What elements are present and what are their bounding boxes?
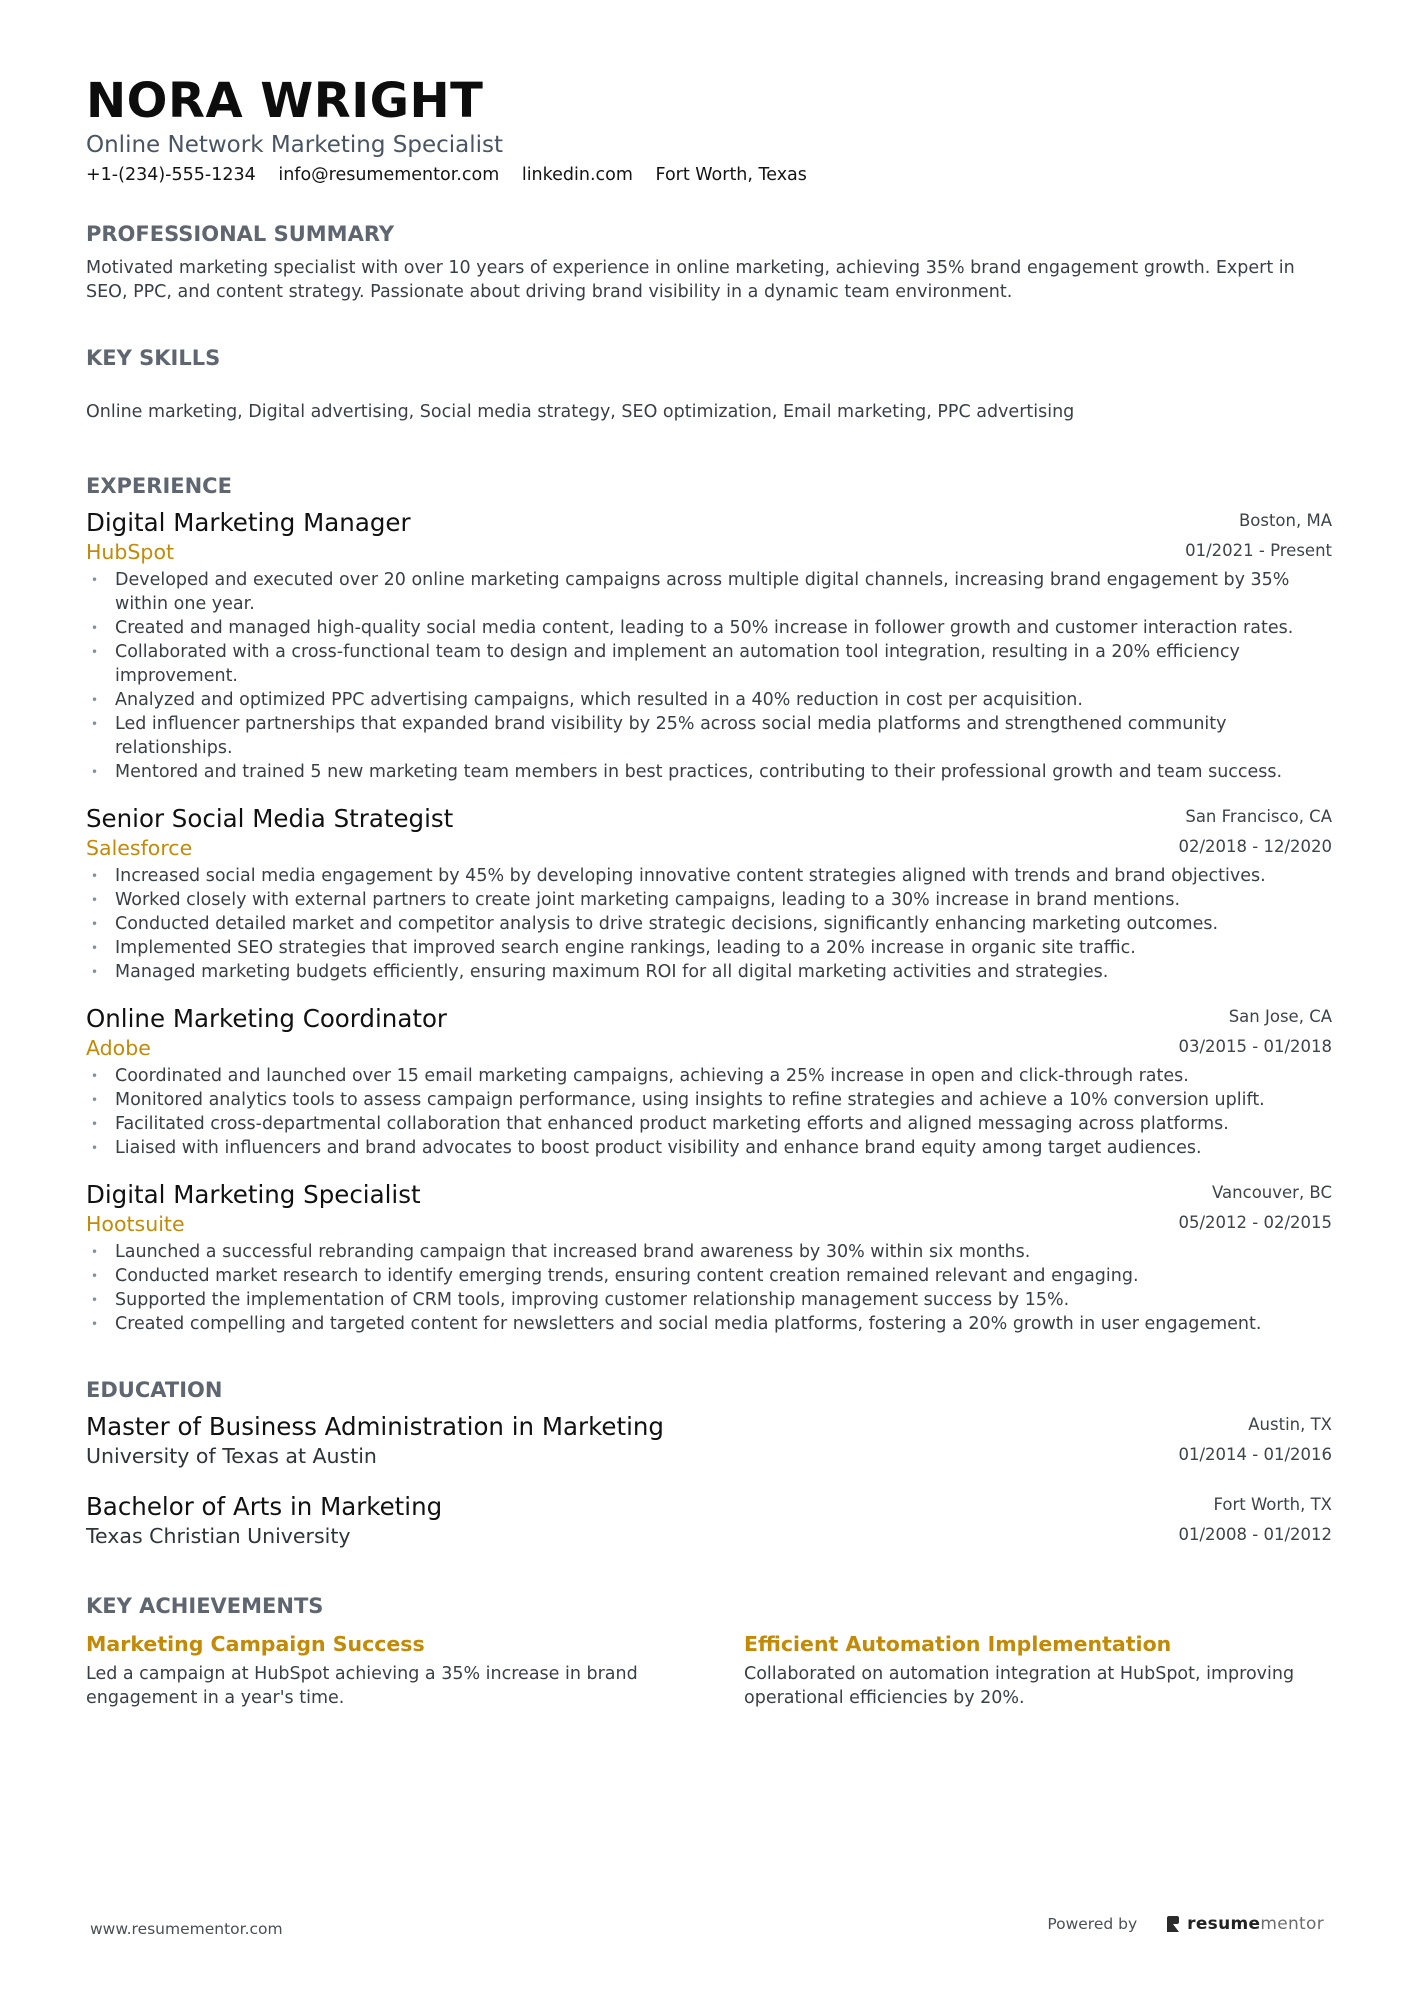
resumementor-logo-icon	[1165, 1914, 1181, 1934]
bullet-item: • Liaised with influencers and brand advocates to boost product visibility and enhance brand equity among target audiences.	[86, 1136, 1332, 1160]
school-location: Austin, TX	[1248, 1415, 1332, 1434]
job-title: Online Marketing Coordinator	[86, 1004, 448, 1033]
summary-text: Motivated marketing specialist with over 10 years of experience in online marketing, achieving 35% brand engagement growth. Expert in SEO, PPC, and content strategy. Passionate about driving brand visibility in a dynamic team environment.	[86, 258, 1295, 302]
degree-title: Bachelor of Arts in Marketing	[86, 1492, 443, 1521]
brand-name-rest: mentor	[1260, 1914, 1324, 1934]
job-location: San Jose, CA	[1228, 1007, 1332, 1026]
degree-title: Master of Business Administration in Marketing	[86, 1412, 664, 1441]
job-bullets	[86, 568, 1332, 784]
job-dates: 02/2018 - 12/2020	[1178, 837, 1332, 856]
footer-powered	[1047, 1914, 1324, 1934]
school-name: Texas Christian University	[86, 1524, 351, 1548]
job-dates: 01/2021 - Present	[1185, 541, 1332, 560]
candidate-name: NORA WRIGHT	[86, 73, 484, 129]
brand-name-bold: resume	[1187, 1914, 1261, 1934]
achievement-text: Led a campaign at HubSpot achieving a 35% increase in brand engagement in a year's time.	[86, 1664, 638, 1708]
education-entry	[86, 1412, 1332, 1472]
bullet-item: • Mentored and trained 5 new marketing team members in best practices, contributing to their professional growth and team success.	[86, 760, 1332, 784]
job-entry	[86, 1004, 1332, 1160]
summary-section	[86, 220, 1332, 304]
education-section	[86, 1376, 1332, 1552]
footer-website[interactable]: www.resumementor.com	[90, 1920, 283, 1938]
bullet-item: • Coordinated and launched over 15 email marketing campaigns, achieving a 25% increase in open and click-through rates.	[86, 1064, 1332, 1088]
brand-logo[interactable]	[1165, 1914, 1324, 1934]
bullet-item: • Led influencer partnerships that expanded brand visibility by 25% across social media platforms and strengthened community relationships.	[86, 712, 1332, 760]
achievement-text: Collaborated on automation integration at HubSpot, improving operational efficiencies by 20%.	[744, 1664, 1295, 1708]
bullet-item: • Supported the implementation of CRM tools, improving customer relationship management success by 15%.	[86, 1288, 1332, 1312]
job-bullets	[86, 1064, 1332, 1160]
bullet-item: • Facilitated cross-departmental collaboration that enhanced product marketing efforts and aligned messaging across platforms.	[86, 1112, 1332, 1136]
job-location: Boston, MA	[1238, 511, 1332, 530]
job-title: Digital Marketing Specialist	[86, 1180, 421, 1209]
job-company: Salesforce	[86, 836, 193, 860]
contact-linkedin[interactable]: linkedin.com	[521, 165, 633, 185]
achievement-title: Efficient Automation Implementation	[744, 1632, 1172, 1656]
job-title: Senior Social Media Strategist	[86, 804, 454, 833]
resume-page	[86, 72, 1332, 1710]
summary-heading: PROFESSIONAL SUMMARY	[86, 222, 395, 246]
bullet-item: • Analyzed and optimized PPC advertising campaigns, which resulted in a 40% reduction in cost per acquisition.	[86, 688, 1332, 712]
bullet-item: • Increased social media engagement by 45% by developing innovative content strategies aligned with trends and brand objectives.	[86, 864, 1332, 888]
bullet-item: • Conducted detailed market and competitor analysis to drive strategic decisions, significantly enhancing marketing outcomes.	[86, 912, 1332, 936]
achievement-item	[86, 1630, 674, 1710]
bullet-item: • Collaborated with a cross-functional team to design and implement an automation tool integration, resulting in a 20% efficiency improvement.	[86, 640, 1332, 688]
job-bullets	[86, 1240, 1332, 1336]
education-dates: 01/2014 - 01/2016	[1178, 1445, 1332, 1464]
job-dates: 05/2012 - 02/2015	[1178, 1213, 1332, 1232]
education-dates: 01/2008 - 01/2012	[1178, 1525, 1332, 1544]
job-location: San Francisco, CA	[1185, 807, 1332, 826]
job-company: Hootsuite	[86, 1212, 185, 1236]
bullet-item: • Managed marketing budgets efficiently, ensuring maximum ROI for all digital marketing activities and strategies.	[86, 960, 1332, 984]
powered-by-label: Powered by	[1047, 1915, 1138, 1933]
skills-heading: KEY SKILLS	[86, 346, 221, 370]
achievement-title: Marketing Campaign Success	[86, 1632, 425, 1656]
bullet-item: • Conducted market research to identify emerging trends, ensuring content creation remained relevant and engaging.	[86, 1264, 1332, 1288]
contact-email[interactable]: info@resumementor.com	[278, 165, 500, 185]
job-location: Vancouver, BC	[1212, 1183, 1332, 1202]
job-bullets	[86, 864, 1332, 984]
education-entry	[86, 1492, 1332, 1552]
skills-text: Online marketing, Digital advertising, Social media strategy, SEO optimization, Email marketing, PPC advertising	[86, 402, 1075, 422]
bullet-item: • Worked closely with external partners to create joint marketing campaigns, leading to a 30% increase in brand mentions.	[86, 888, 1332, 912]
resume-header	[86, 72, 1332, 188]
contact-phone: +1-(234)-555-1234	[86, 165, 256, 185]
bullet-item: • Implemented SEO strategies that improved search engine rankings, leading to a 20% increase in organic site traffic.	[86, 936, 1332, 960]
contact-location: Fort Worth, Texas	[655, 165, 807, 185]
skills-section	[86, 344, 1332, 424]
job-company: HubSpot	[86, 540, 175, 564]
bullet-item: • Created compelling and targeted content for newsletters and social media platforms, fostering a 20% growth in user engagement.	[86, 1312, 1332, 1336]
candidate-title: Online Network Marketing Specialist	[86, 132, 504, 158]
achievements-heading: KEY ACHIEVEMENTS	[86, 1594, 324, 1618]
experience-heading: EXPERIENCE	[86, 474, 232, 498]
job-dates: 03/2015 - 01/2018	[1178, 1037, 1332, 1056]
education-heading: EDUCATION	[86, 1378, 223, 1402]
school-location: Fort Worth, TX	[1213, 1495, 1332, 1514]
bullet-item: • Launched a successful rebranding campaign that increased brand awareness by 30% within six months.	[86, 1240, 1332, 1264]
job-entry	[86, 508, 1332, 784]
bullet-item: • Developed and executed over 20 online marketing campaigns across multiple digital channels, increasing brand engagement by 35% within one year.	[86, 568, 1332, 616]
experience-section	[86, 472, 1332, 1336]
school-name: University of Texas at Austin	[86, 1444, 377, 1468]
achievements-section	[86, 1592, 1332, 1710]
job-entry	[86, 804, 1332, 984]
job-company: Adobe	[86, 1036, 151, 1060]
bullet-item: • Monitored analytics tools to assess campaign performance, using insights to refine strategies and achieve a 10% conversion uplift.	[86, 1088, 1332, 1112]
bullet-item: • Created and managed high-quality social media content, leading to a 50% increase in follower growth and customer interaction rates.	[86, 616, 1332, 640]
contact-line	[86, 162, 1332, 188]
achievement-item	[744, 1630, 1332, 1710]
job-title: Digital Marketing Manager	[86, 508, 411, 537]
job-entry	[86, 1180, 1332, 1336]
